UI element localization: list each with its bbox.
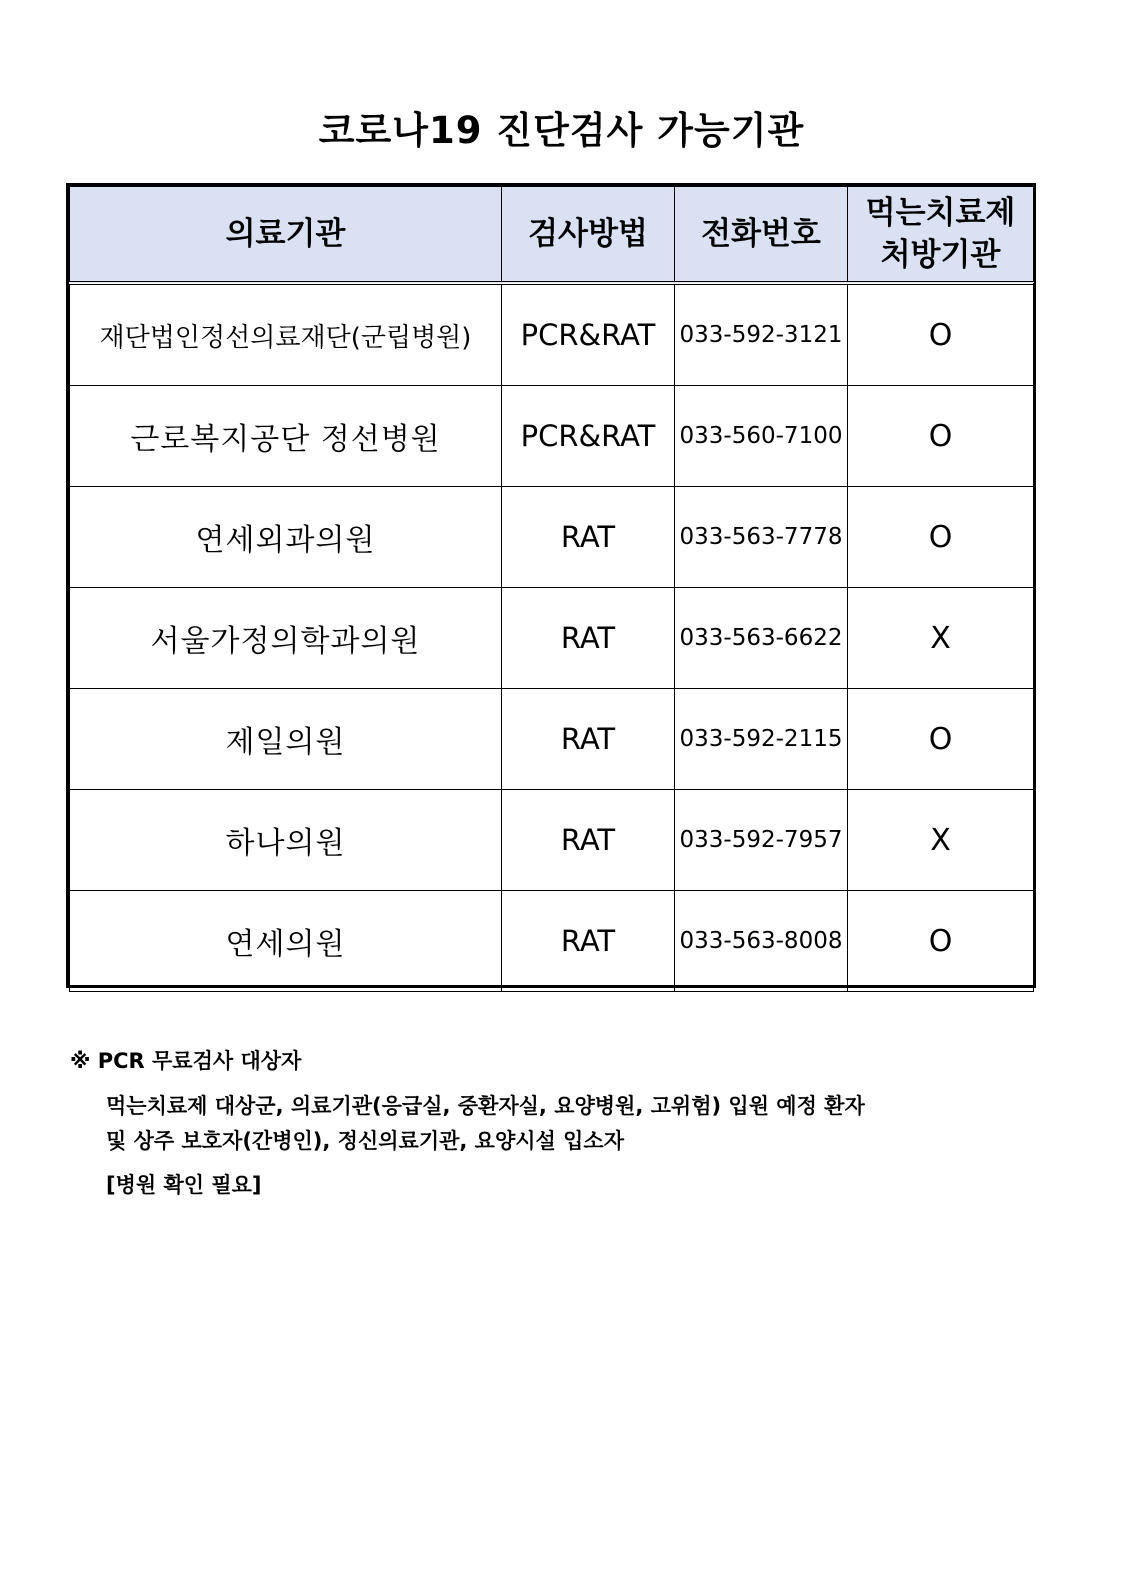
method-cell: PCR&RAT (502, 386, 675, 487)
prescription-cell: O (848, 689, 1034, 790)
notes-line-1: 먹는치료제 대상군, 의료기관(응급실, 중환자실, 요양병원, 고위험) 입원 예정 환자 (106, 1094, 865, 1118)
table-row (70, 487, 1034, 588)
institution-cell: 서울가정의학과의원 (70, 588, 502, 689)
phone-cell: 033-563-8008 (675, 891, 848, 992)
phone-cell: 033-563-6622 (675, 588, 848, 689)
header-institution: 의료기관 (70, 187, 502, 284)
table-row (70, 790, 1034, 891)
table-row (70, 689, 1034, 790)
institution-cell: 연세외과의원 (70, 487, 502, 588)
prescription-cell: O (848, 891, 1034, 992)
header-prescription (848, 187, 1034, 284)
institution-cell: 근로복지공단 정선병원 (70, 386, 502, 487)
method-cell: RAT (502, 790, 675, 891)
table (69, 186, 1034, 992)
institution-cell: 하나의원 (70, 790, 502, 891)
phone-cell: 033-592-2115 (675, 689, 848, 790)
prescription-cell: O (848, 386, 1034, 487)
table-row (70, 891, 1034, 992)
table-row (70, 588, 1034, 689)
notes-title: ※ PCR 무료검사 대상자 (70, 1049, 302, 1073)
notes-section (70, 1045, 1030, 1199)
table-row (70, 283, 1034, 386)
header-method: 검사방법 (502, 187, 675, 284)
page-title: 코로나19 진단검사 가능기관 (318, 109, 805, 152)
prescription-cell: X (848, 790, 1034, 891)
method-cell: RAT (502, 891, 675, 992)
institution-cell: 재단법인정선의료재단(군립병원) (70, 283, 502, 386)
phone-cell: 033-592-3121 (675, 283, 848, 386)
phone-cell: 033-560-7100 (675, 386, 848, 487)
prescription-cell: O (848, 487, 1034, 588)
method-cell: RAT (502, 487, 675, 588)
institution-cell: 제일의원 (70, 689, 502, 790)
prescription-cell: O (848, 283, 1034, 386)
phone-cell: 033-592-7957 (675, 790, 848, 891)
method-cell: RAT (502, 689, 675, 790)
phone-cell: 033-563-7778 (675, 487, 848, 588)
table-row (70, 386, 1034, 487)
header-prescription-line2: 처방기관 (880, 237, 1001, 273)
method-cell: RAT (502, 588, 675, 689)
testing-sites-table (66, 183, 1036, 988)
notes-line-2: 및 상주 보호자(간병인), 정신의료기관, 요양시설 입소자 (106, 1129, 624, 1153)
table-header-row (70, 187, 1034, 284)
institution-cell: 연세의원 (70, 891, 502, 992)
header-phone: 전화번호 (675, 187, 848, 284)
prescription-cell: X (848, 588, 1034, 689)
header-prescription-line1: 먹는치료제 (865, 195, 1016, 231)
notes-confirm: [병원 확인 필요] (106, 1173, 262, 1197)
method-cell: PCR&RAT (502, 283, 675, 386)
